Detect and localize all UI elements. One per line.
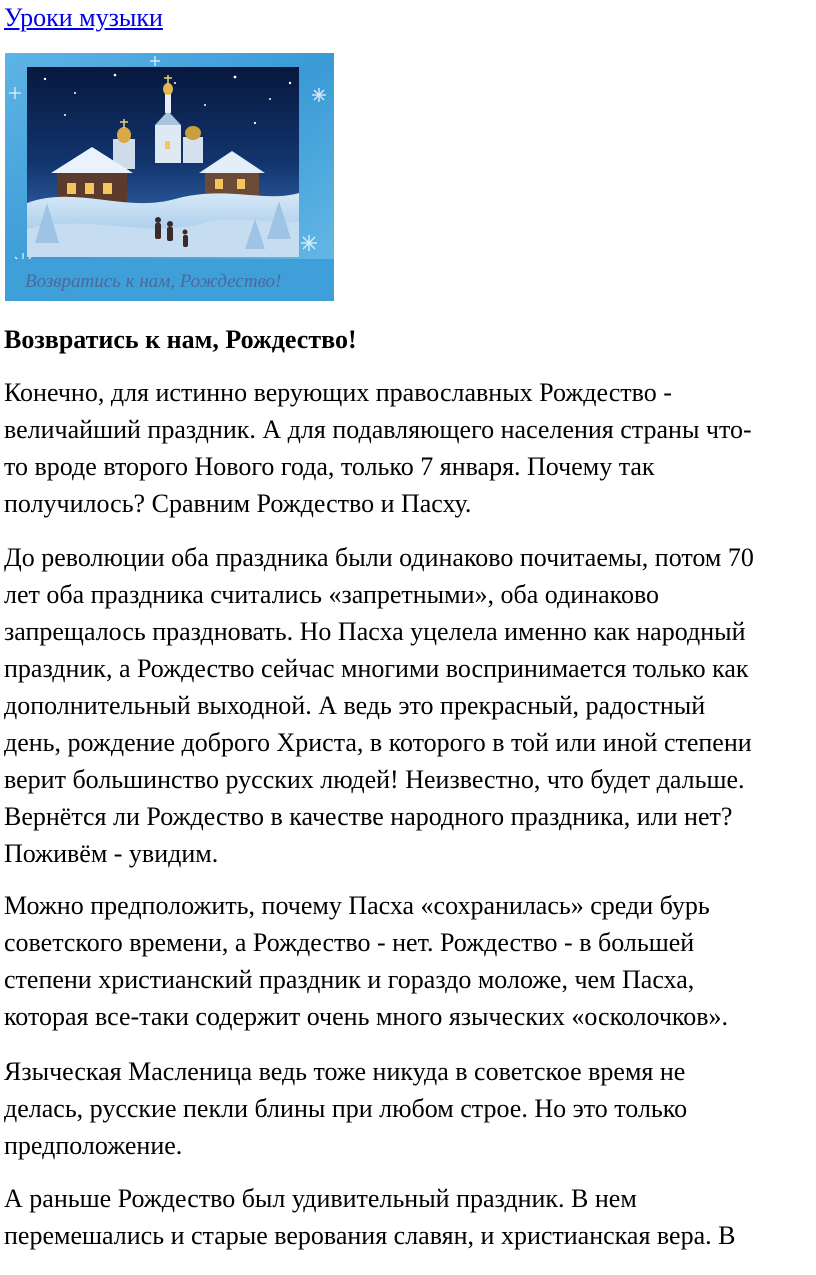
- text-line: перемешались и старые верования славян, и христианская вера. В: [4, 1221, 736, 1250]
- text-line: Можно предположить, почему Пасха «сохранилась» среди бурь: [4, 891, 710, 920]
- text-line: Поживём - увидим.: [4, 839, 219, 868]
- text-line: До революции оба праздника были одинаково почитаемы, потом 70: [4, 543, 754, 572]
- text-line: Конечно, для истинно верующих православных Рождество -: [4, 378, 672, 407]
- text-line: советского времени, а Рождество - нет. Рождество - в большей: [4, 928, 695, 957]
- paragraph-5: [4, 1180, 812, 1254]
- text-line: получилось? Сравним Рождество и Пасху.: [4, 489, 472, 518]
- text-line: делась, русские пекли блины при любом строе. Но это только: [4, 1094, 688, 1123]
- text-line: запрещалось праздновать. Но Пасха уцелела именно как народный: [4, 617, 746, 646]
- text-line: верит большинство русских людей! Неизвестно, что будет дальше.: [4, 765, 745, 794]
- paragraph-4: [4, 1053, 812, 1164]
- text-line: А раньше Рождество был удивительный праздник. В нем: [4, 1184, 637, 1213]
- text-line: дополнительный выходной. А ведь это прекрасный, радостный: [4, 691, 706, 720]
- paragraph-1: [4, 374, 812, 522]
- christmas-card-image: [5, 53, 334, 301]
- text-line: то вроде второго Нового года, только 7 января. Почему так: [4, 452, 655, 481]
- paragraph-2: [4, 539, 812, 872]
- article-title: Возвратись к нам, Рождество!: [4, 325, 357, 354]
- text-line: величайший праздник. А для подавляющего населения страны что-: [4, 415, 752, 444]
- card-caption: Возвратись к нам, Рождество!: [25, 271, 282, 292]
- text-line: которая все-таки содержит очень много языческих «осколочков».: [4, 1002, 729, 1031]
- text-line: день, рождение доброго Христа, в которого в той или иной степени: [4, 728, 752, 757]
- text-line: лет оба праздника считались «запретными», оба одинаково: [4, 580, 660, 609]
- text-line: Вернётся ли Рождество в качестве народного праздника, или нет?: [4, 802, 733, 831]
- text-line: степени христианский праздник и гораздо моложе, чем Пасха,: [4, 965, 695, 994]
- text-line: Языческая Масленица ведь тоже никуда в советское время не: [4, 1057, 686, 1086]
- text-line: праздник, а Рождество сейчас многими воспринимается только как: [4, 654, 749, 683]
- music-lessons-link[interactable]: Уроки музыки: [4, 3, 163, 32]
- text-line: предположение.: [4, 1131, 183, 1160]
- paragraph-3: [4, 887, 812, 1035]
